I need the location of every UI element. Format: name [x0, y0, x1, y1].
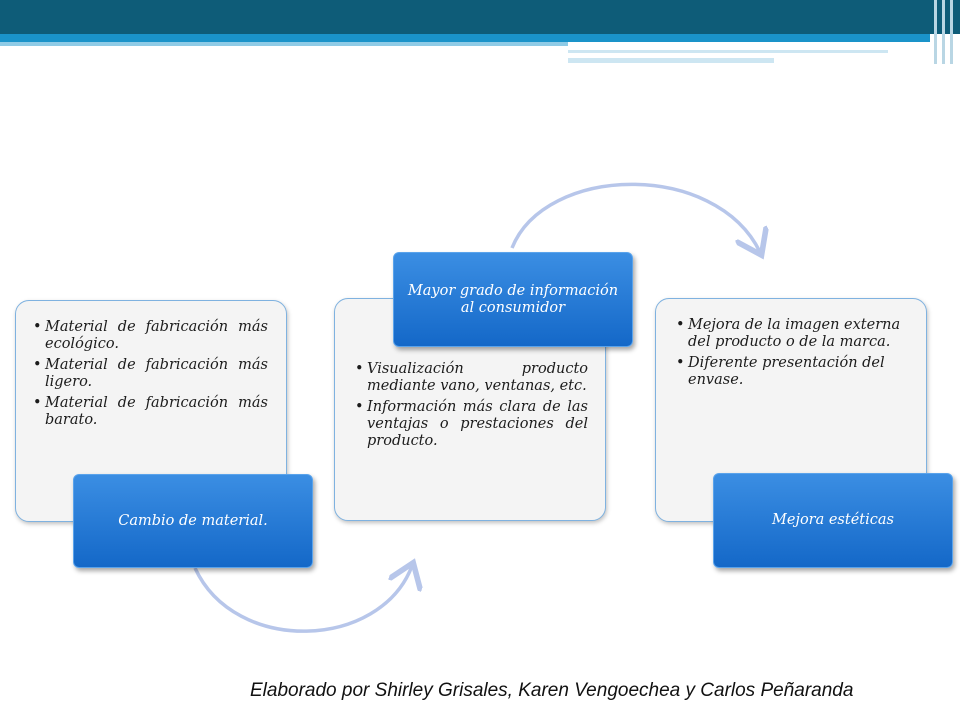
- arrow-step2-to-step3: [512, 184, 760, 252]
- bullet-item: • Diferente presentación del envase.: [676, 355, 904, 389]
- bullet-item: • Visualización producto mediante vano, ventanas, etc.: [355, 361, 588, 395]
- step-label-1: Cambio de material.: [73, 474, 313, 568]
- bullet-item: • Material de fabricación más ecológico.: [33, 319, 268, 353]
- bullet-item: • Material de fabricación más ligero.: [33, 357, 268, 391]
- bullet-item: • Mejora de la imagen externa del producto o de la marca.: [676, 317, 904, 351]
- step-label-2: Mayor grado de información al consumidor: [393, 252, 633, 347]
- credit-text: Elaborado por Shirley Grisales, Karen Vengoechea y Carlos Peñaranda: [250, 680, 854, 701]
- bullet-item: • Información más clara de las ventajas o prestaciones del producto.: [355, 399, 588, 450]
- bullet-item: • Material de fabricación más barato.: [33, 395, 268, 429]
- arrow-step1-to-step2: [195, 566, 412, 631]
- step-label-3: Mejora estéticas: [713, 473, 953, 568]
